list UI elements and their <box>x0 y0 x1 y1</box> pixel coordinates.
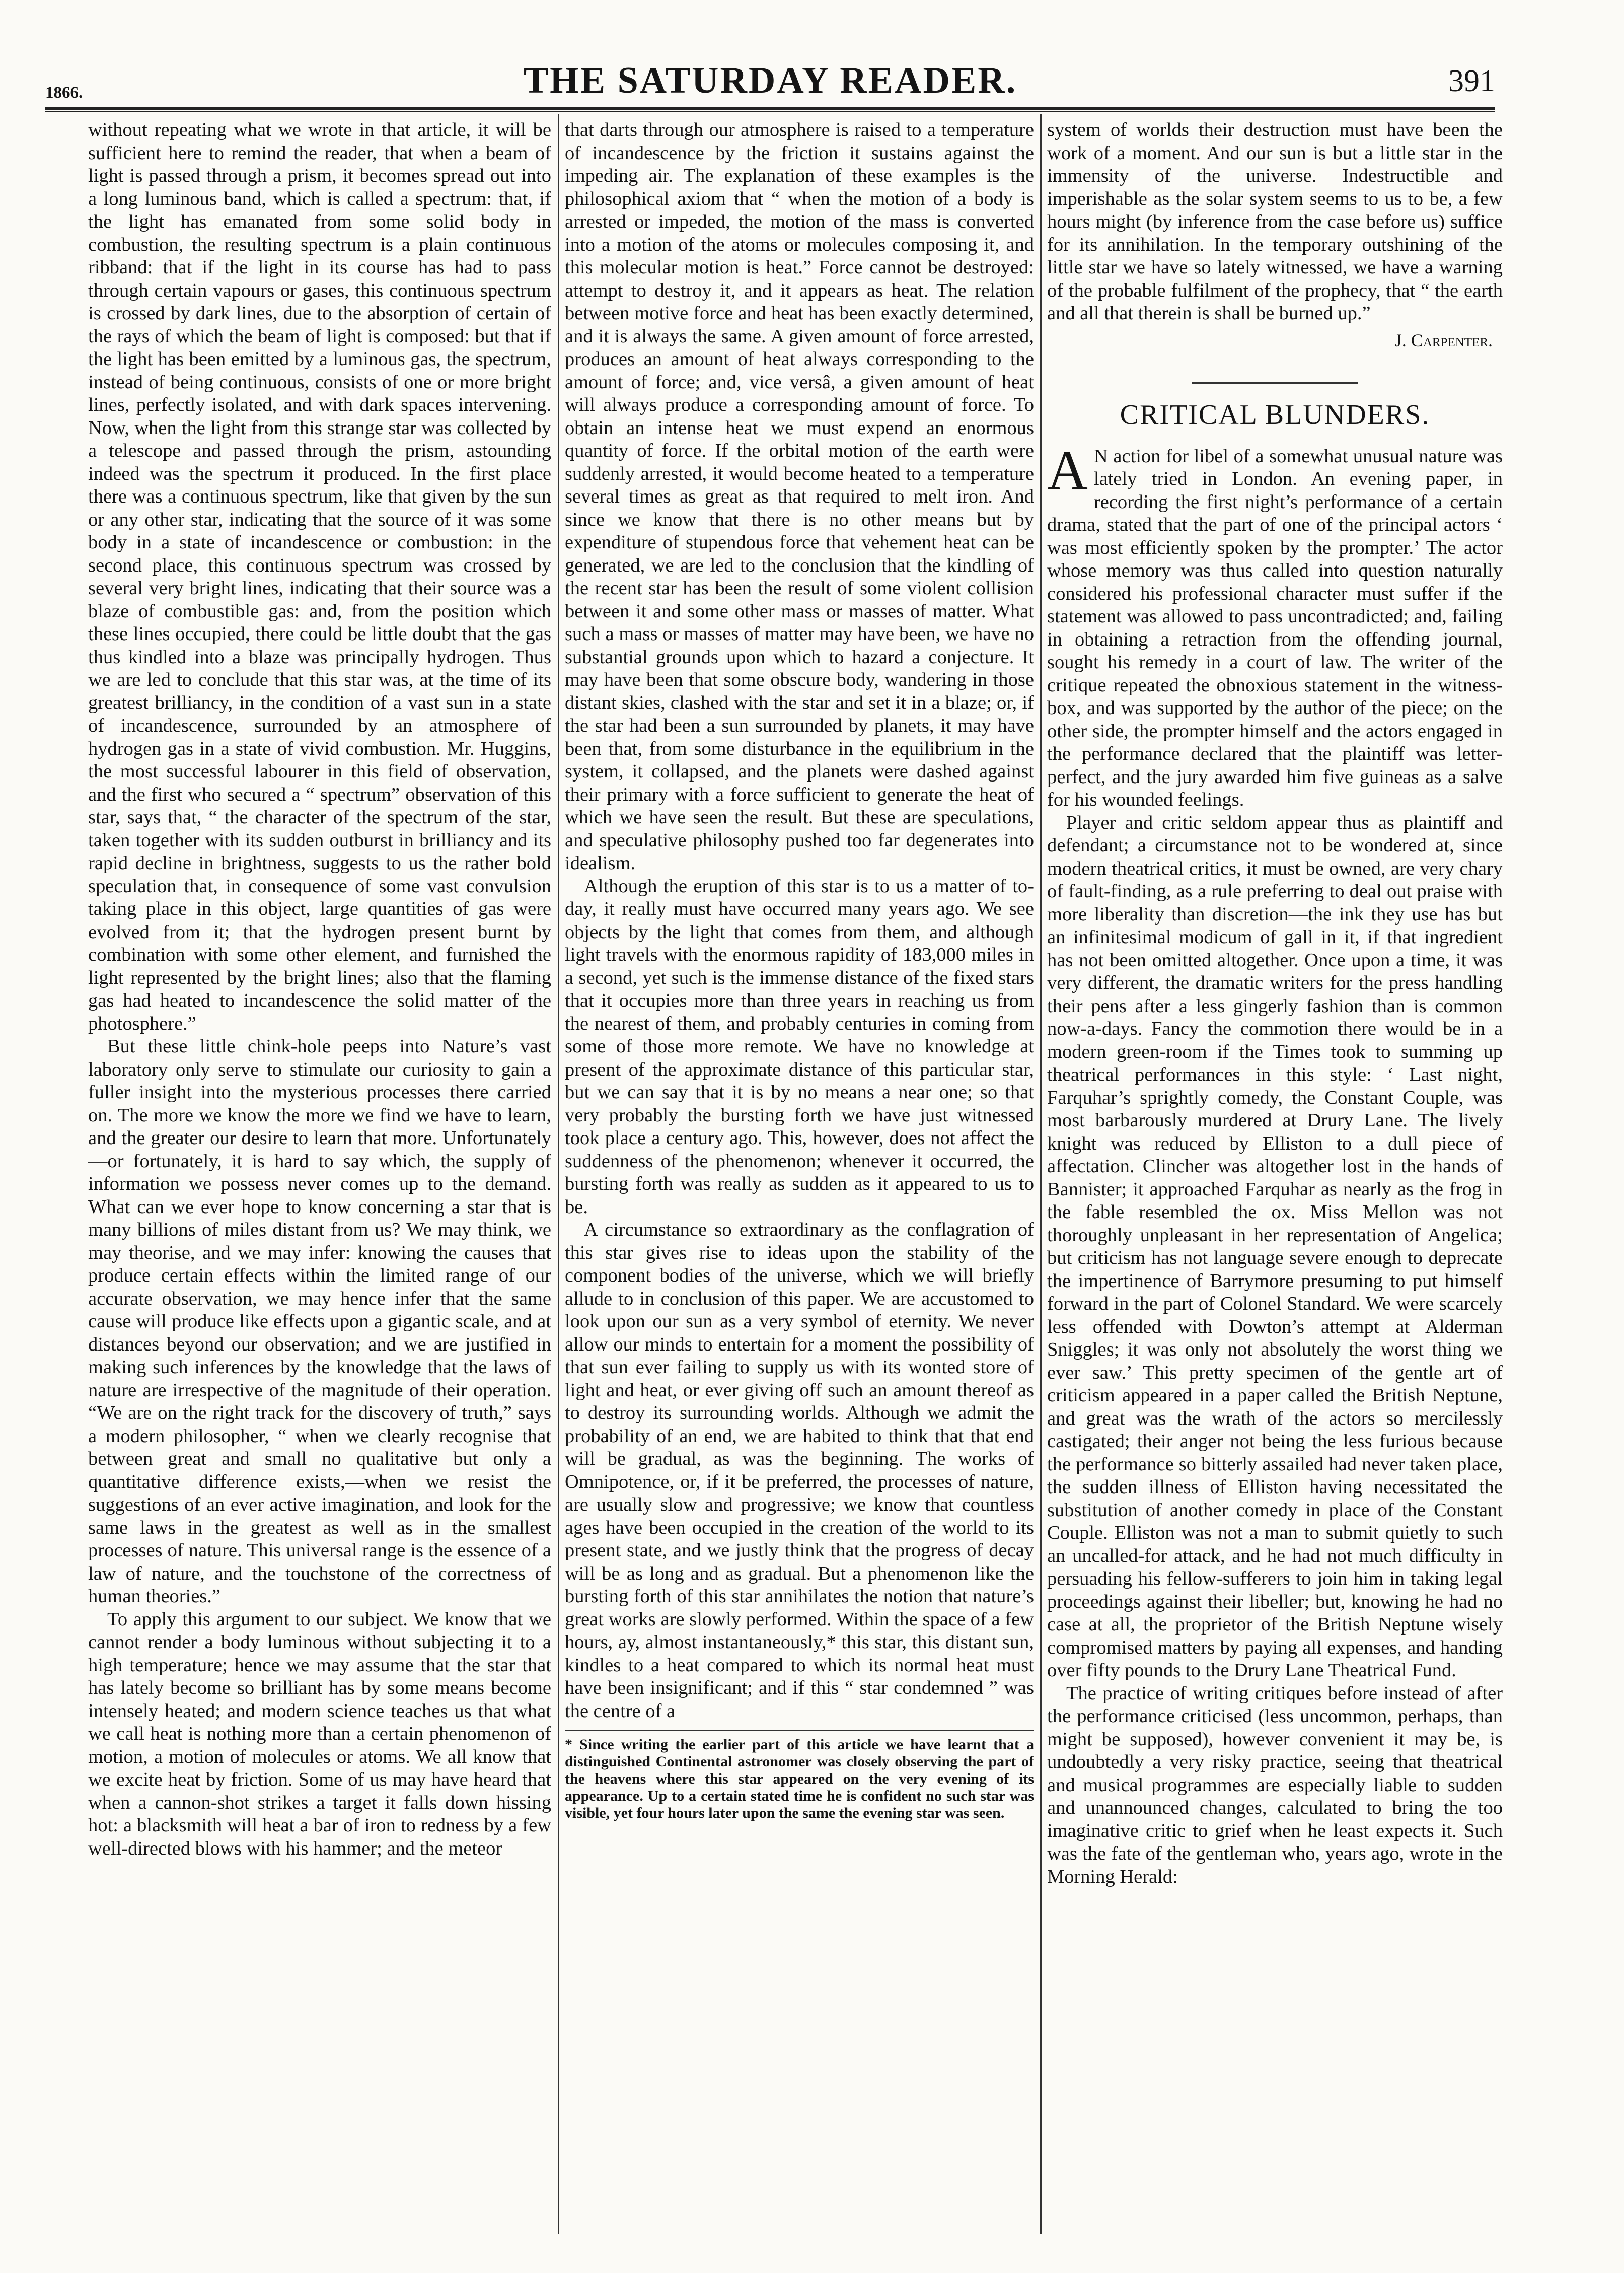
paragraph: without repeating what we wrote in that article, it will be sufficient here to remind the reader, that when a beam of light is passed through a prism, it becomes spread out into a long luminous band, which is called a spectrum: that, if the light has emanated from some solid body in combustion, the resulting spectrum is a plain continuous ribband: that if the light in its course has had to pass through certain vapours or gases, this continuous spectrum is crossed by dark lines, due to the absorption of certain of the rays of which the beam of light is composed: but that if the light has been emitted by a luminous gas, the spectrum, instead of being continuous, consists of one or more bright lines, perfectly isolated, and with dark spaces intervening. Now, when the light from this strange star was collected by a telescope and passed through the prism, astounding indeed was the spectrum it produced. In the first place there was a continuous spectrum, like that given by the sun or any other star, indicating that the source of it was some body in a state of incandescence or combustion: in the second place, this continuous spectrum was crossed by several very bright lines, indicating that their source was a blaze of combustible gas: and, from the position which these lines occupied, there could be little doubt that the gas thus kindled into a blaze was principally hydrogen. Thus we are led to conclude that this star was, at the time of its greatest brilliancy, in the condition of a vast sun in a state of incandescence, surrounded by an atmosphere of hydrogen gas in a state of vivid combustion. Mr. Huggins, the most successful labourer in this field of observation, and the first who secured a “ spectrum” observation of this star, says that, “ the character of the spectrum of the star, taken together with its sudden outburst in brilliancy and its rapid decline in brightness, suggests to us the rather bold speculation that, in consequence of some vast convulsion taking place in this object, large quantities of gas were evolved from it; that the hydrogen present burnt by combination with some other element, and furnished the light represented by the bright lines; also that the flaming gas had heated to incandescence the solid matter of the photosphere.” <box>88 119 551 1034</box>
paragraph: that darts through our atmosphere is raised to a temperature of incandescence by the friction it sustains against the impeding air. The explanation of these examples is the philosophical axiom that “ when the motion of a body is arrested or impeded, the motion of the mass is converted into a motion of the atoms or molecules composing it, and this molecular motion is heat.” Force cannot be destroyed: attempt to destroy it, and it appears as heat. The relation between motive force and heat has been exactly determined, and it is always the same. A given amount of force arrested, produces an amount of heat always corresponding to the amount of force; and, vice versâ, a given amount of heat will always produce a corresponding amount of force. To obtain an intense heat we must expend an enormous quantity of force. If the orbital motion of the earth were suddenly arrested, it would become heated to a temperature several times as great as that required to melt iron. And since we know that there is no other means but by expenditure of stupendous force that vehement heat can be generated, we are led to the conclusion that the kindling of the recent star has been the result of some violent collision between it and some other mass or masses of matter. What such a mass or masses of matter may have been, we have no substantial grounds upon which to hazard a conjecture. It may have been that some obscure body, wandering in those distant skies, clashed with the star and set it in a blaze; or, if the star had been a sun surrounded by planets, it may have been that, from some disturbance in the equilibrium in the system, it collapsed, and the planets were dashed against their primary with a force sufficient to generate the heat of which we have seen the result. But these are speculations, and speculative philosophy pushed too far degenerates into idealism. <box>565 119 1034 874</box>
page-header <box>45 40 1495 106</box>
paragraph: But these little chink-hole peeps into Nature’s vast laboratory only serve to stimulate our curiosity to gain a fuller insight into the mysterious processes there carried on. The more we know the more we find we have to learn, and the greater our desire to learn that more. Unfortunately—or fortunately, it is hard to say which, the supply of information we possess never comes up to the demand. What can we ever hope to know concerning a star that is many billions of miles distant from us? We may think, we may theorise, and we may infer: knowing the causes that produce certain effects within the limited range of our accurate observation, we may hence infer that the same cause will produce like effects upon a gigantic scale, and at distances beyond our observation; and we are justified in making such inferences by the knowledge that the laws of nature are irrespective of the magnitude of their operation. “We are on the right track for the discovery of truth,” says a modern philosopher, “ when we clearly recognise that between great and small no qualitative but only a quantitative difference exists,—when we resist the suggestions of an ever active imagination, and look for the same laws in the greatest as well as in the smallest processes of nature. This universal range is the essence of a law of nature, and the touchstone of the correctness of human theories.” <box>88 1036 551 1607</box>
footnote: * Since writing the earlier part of this article we have learnt that a distinguished Continental astronomer was closely observing the part of the heavens where this star appeared on the very evening of its appearance. Up to a certain stated time he is confident no such star was visible, yet four hours later upon the same the evening star was seen. <box>565 1736 1034 1821</box>
page-number: 391 <box>1448 64 1495 98</box>
paragraph: system of worlds their destruction must have been the work of a moment. And our sun is but a little star in the immensity of the universe. Indestructible and imperishable as the solar system seems to us to be, a few hours might (by inference from the case before us) suffice for its annihilation. In the temporary outshining of the little star we have so lately witnessed, we have a warning of the probable fulfilment of the prophecy, that “ the earth and all that therein is shall be burned up.” <box>1047 119 1503 324</box>
column-divider <box>558 114 559 2234</box>
paragraph: The practice of writing critiques before instead of after the performance criticised (less uncommon, perhaps, than might be supposed), however convenient it may be, is undoubtedly a very risky practice, seeing that theatrical and musical programmes are especially liable to sudden and unannounced changes, calculated to bring the too imaginative critic to grief when he least expects it. Such was the fate of the gentleman who, years ago, wrote in the Morning Herald: <box>1047 1682 1503 1887</box>
footnote-rule <box>565 1730 1034 1731</box>
issue-year: 1866. <box>45 84 83 102</box>
paragraph: To apply this argument to our subject. We know that we cannot render a body luminous without subjecting it to a high temperature; hence we may assume that the star that has lately become so brilliant has by some means become intensely heated; and modern science teaches us that what we call heat is nothing more than a certain phenomenon of motion, a motion of molecules or atoms. We all know that we excite heat by friction. Some of us may have heard that when a cannon-shot strikes a target it falls down hissing hot: a blacksmith will heat a bar of iron to redness by a few well-directed blows with his hammer; and the meteor <box>88 1608 551 1859</box>
article-separator <box>1192 382 1358 384</box>
lead-paragraph-text: N action for libel of a somewhat unusual nature was lately tried in London. An evening paper, in recording the first night’s performance of a certain drama, stated that the part of one of the principal actors ‘ was most efficiently spoken by the prompter.’ The actor whose memory was thus called into question naturally considered his professional character must suffer if the statement was allowed to pass uncontradicted; and, failing in obtaining a retraction from the offending journal, sought his remedy in a court of law. The writer of the critique repeated the obnoxious statement in the witness-box, and was supported by the author of the piece; on the other side, the prompter himself and the actors engaged in the performance declared that the plaintiff was letter-perfect, and the jury awarded him five guineas as a salve for his wounded feelings. <box>1047 445 1503 810</box>
header-rule <box>45 107 1495 112</box>
paragraph: A circumstance so extraordinary as the conflagration of this star gives rise to ideas upon the stability of the component bodies of the universe, which we will briefly allude to in conclusion of this paper. We are accustomed to look upon our sun as a very symbol of eternity. We never allow our minds to entertain for a moment the possibility of that sun ever failing to supply us with its wonted store of light and heat, or ever giving off such an amount thereof as to destroy its surrounding worlds. Although we admit the probability of an end, we are habited to think that that end will be gradual, as was the beginning. The works of Omnipotence, or, if it be preferred, the processes of nature, are usually slow and progressive; we know that countless ages have been occupied in the creation of the world to its present state, and we justly think that the progress of decay will be as long and as gradual. But a phenomenon like the bursting forth of this star annihilates the notion that nature’s great works are slowly performed. Within the space of a few hours, ay, almost instantaneously,* this star, this distant sun, kindles to a heat compared to which its normal heat must have been insignificant; and if this “ star condemned ” was the centre of a <box>565 1219 1034 1722</box>
author-signature: J. Carpenter. <box>1394 330 1493 350</box>
paragraph: Player and critic seldom appear thus as plaintiff and defendant; a circumstance not to be wondered at, since modern theatrical critics, it must be owned, are very chary of fault-finding, as a rule preferring to deal out praise with more liberality than discretion—the ink they use has but an infinitesimal modicum of gall in it, if that ingredient has not been omitted altogether. Once upon a time, it was very different, the dramatic writers for the press handling their pens after a less gingerly fashion than is common now-a-days. Fancy the commotion there would be in a modern green-room if the Times took to summing up theatrical performances in this style: ‘ Last night, Farquhar’s sprightly comedy, the Constant Couple, was most barbarously murdered at Drury Lane. The lively knight was reduced by Elliston to a dull piece of affectation. Clincher was altogether lost in the hands of Bannister; it approached Farquhar as nearly as the frog in the fable resembled the ox. Miss Mellon was not thoroughly unpleasant in her representation of Angelica; but criticism has not language severe enough to deprecate the impertinence of Barrymore presuming to put himself forward in the part of Colonel Standard. We were scarcely less offended with Dowton’s attempt at Alderman Sniggles; it was only not absolutely the worst thing we ever saw.’ This pretty specimen of the gentle art of criticism appeared in a paper called the British Neptune, and great was the wrath of the actors so mercilessly castigated; their anger not being the less furious because the performance so bitterly assailed had never taken place, the sudden illness of Elliston having necessitated the substitution of another comedy in place of the Constant Couple. Elliston was not a man to submit quietly to such an uncalled-for attack, and he had not much difficulty in persuading his fellow-sufferers to join him in taking legal proceedings against their libeller; but, knowing he had no case at all, the proprietor of the British Neptune wisely compromised matters by paying all expenses, and handing over fifty pounds to the Drury Lane Theatrical Fund. <box>1047 812 1503 1681</box>
publication-title: THE SATURDAY READER. <box>523 60 1017 101</box>
article-title: CRITICAL BLUNDERS. <box>1120 399 1430 431</box>
column-2 <box>565 119 1034 2229</box>
column-3 <box>1047 119 1503 2229</box>
lead-paragraph <box>1047 439 1503 812</box>
drop-cap: A <box>1047 439 1088 502</box>
column-divider <box>1040 114 1042 2234</box>
paragraph: Although the eruption of this star is to us a matter of to-day, it really must have occurred many years ago. We see objects by the light that comes from them, and although light travels with the enormous rapidity of 183,000 miles in a second, yet such is the immense distance of the fixed stars that it occupies more than three years in reaching us from the nearest of them, and probably centuries in coming from some of those more remote. We have no knowledge at present of the approximate distance of this particular star, but we can say that it is by no means a near one; so that very probably the bursting forth we have just witnessed took place a century ago. This, however, does not affect the suddenness of the phenomenon; whenever it occurred, the bursting forth was really as sudden as it appeared to us to be. <box>565 875 1034 1218</box>
column-1 <box>88 119 551 2229</box>
